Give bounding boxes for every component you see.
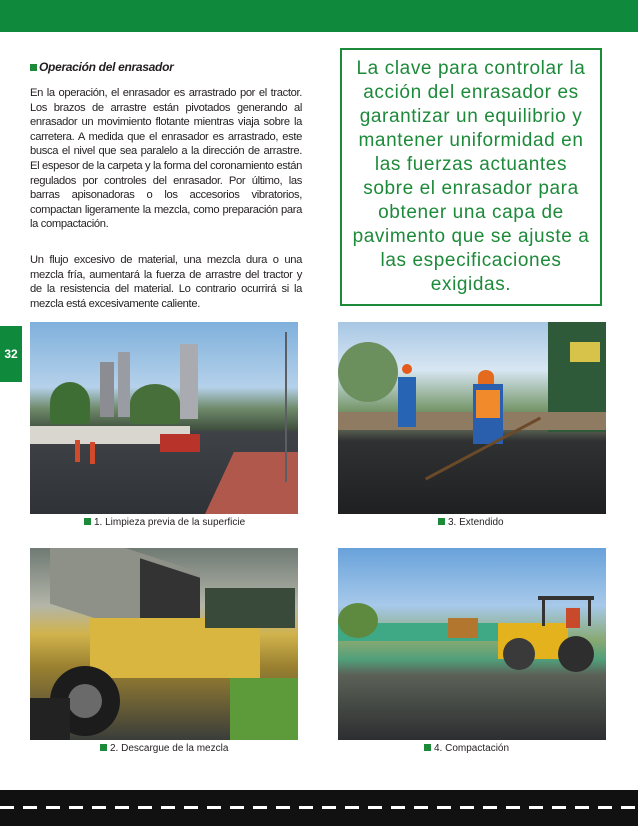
caption-3-text: 3. Extendido — [448, 517, 504, 528]
callout-text: La clave para controlar la acción del enrasador es garantizar un equilibrio y mantener uniformidad en las fuerzas actuantes sobre el enrasador para obtener una capa de pavimento que se ajuste a las especificaciones exigidas. — [352, 58, 590, 295]
caption-3 — [438, 517, 504, 528]
photo-compaction — [338, 548, 606, 740]
caption-2-text: 2. Descargue de la mezcla — [110, 743, 229, 754]
photo-mix-unloading — [30, 548, 298, 740]
square-bullet-icon — [424, 744, 431, 751]
page-number-tab — [0, 326, 22, 382]
page-number: 32 — [4, 347, 18, 361]
photo-spreading — [338, 322, 606, 514]
paragraph-1: En la operación, el enrasador es arrastrado por el tractor. Los brazos de arrastre están pivotados generando al enrasador un movimiento flotante mientras viaja sobre la carretera. A medida que el enrasador es arrastrado, este busca el nivel que sea paralelo a la dirección de arrastre. El espesor de la carpeta y la forma del coronamiento están regulados por controles del enrasador. Por último, las barras apisonadoras o los accesorios vibratorios, compactan ligeramente la mezcla, como preparación para la compactación. — [30, 87, 302, 231]
callout-box — [340, 48, 602, 306]
caption-4-text: 4. Compactación — [434, 743, 510, 754]
dashed-line-decoration — [0, 806, 638, 809]
caption-1-text: 1. Limpieza previa de la superficie — [94, 517, 246, 528]
square-bullet-icon — [438, 518, 445, 525]
square-bullet-icon — [84, 518, 91, 525]
top-green-bar — [0, 0, 638, 32]
caption-4 — [424, 743, 509, 754]
photo-street-cleaning — [30, 322, 298, 514]
square-bullet-icon — [30, 64, 37, 71]
caption-1 — [84, 517, 245, 528]
section-heading — [30, 60, 173, 74]
caption-2 — [100, 743, 228, 754]
square-bullet-icon — [100, 744, 107, 751]
paragraph-2: Un flujo excesivo de material, una mezcla dura o una mezcla fría, aumentará la fuerza de arrastre del tractor y de la resistencia del material. Lo contrario ocurrirá si la mezcla está excesivamente caliente. — [30, 254, 302, 310]
section-heading-text: Operación del enrasador — [39, 60, 174, 74]
